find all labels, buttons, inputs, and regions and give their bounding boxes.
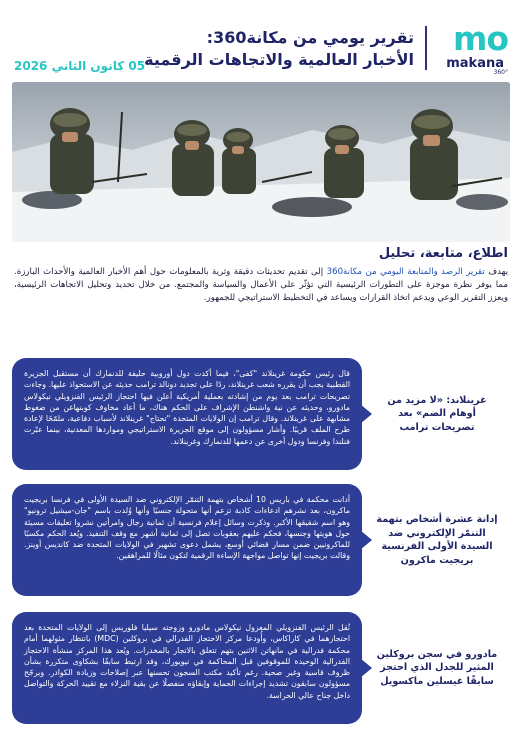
logo-wordmark: makana: [446, 56, 504, 71]
news-card-macron: [12, 484, 506, 596]
logo-mark: mo: [452, 19, 508, 58]
news-headline: مادورو في سجن بروكلين المثير للجدل الذي احتجز سابقًا غيسلين ماكسويل: [376, 648, 498, 687]
report-title-line2: الأخبار العالمية والاتجاهات الرقمية: [144, 50, 414, 69]
news-body: قال رئيس حكومة غرينلاند "كفى"، فيما أكدت دول أوروبية حليفة للدنمارك أن مستقبل الجزيرة القطبية يجب أن يقرره شعب غرينلاند، ردًا على تجديد دونالد ترامب حديثه عن الاستحواذ عليها. وجاءت تصريحات ترامب بعد يوم من إشادته بعملية أمريكية أعلن فيها احتجاز الرئيس الفنزويلي نيكولاس مادورو، وحديثه عن نية واشنطن الإشراف على الحكم هناك، ما أعاد مخاوف كوبنهاغن من ضغوط مشابهة على غرينلاند. وقال ترامب إن الولايات المتحدة "تحتاج" غرينلاند لأسباب دفاعية، ملمّحًا لإعادة طرح الملف قريبًا. وأشار مسؤولون إلى موقع الجزيرة الاستراتيجي ومواردها المعدنية، بينما عبّرت فنلندا وفرنسا ودول أخرى عن دعمها للدنمارك وغرينلاند.: [12, 358, 362, 470]
news-card-maduro: [12, 612, 506, 724]
tagline: اطلاع، متابعة، تحليل: [378, 246, 508, 261]
hero-photo-illustration: [12, 82, 510, 242]
logo-superscript: 360°: [493, 69, 508, 76]
news-headline: إدانة عشرة أشخاص بتهمة التنمّر الإلكتروني ضد السيدة الأولى الفرنسية بريجيت ماكرون: [376, 514, 498, 566]
intro-lead: يهدف: [488, 267, 508, 277]
news-body: أدانت محكمة في باريس 10 أشخاص بتهمة التنمّر الإلكتروني ضد السيدة الأولى في فرنسا بريجيت ماكرون، بعد نشرهم ادعاءات كاذبة تزعم أنها متحولة جنسيًا وأنها وُلدت باسم "جان-ميشيل ترونيو" وهو اسم شقيقها الأكبر. وذكرت وسائل إعلام فرنسية أن ثمانية رجال وامرأتين نشروا تعليقات مسيئة حول هويتها وجنسها، فحكم عليهم بعقوبات تصل إلى ثمانية أشهر مع وقف التنفيذ. ويُعد الحكم مكسبًا للماكرونيين ضمن مسار قضائي أوسع، يشمل دعوى تشهير في الولايات المتحدة ضد كانديس أوينز. وقالت بريجيت إنها تواصل مواجهة الإساءة الرقمية لتكون مثالًا للمراهقين.: [12, 484, 362, 596]
hero-photo: [12, 82, 510, 242]
news-card-greenland: [12, 358, 506, 470]
header-divider: [425, 26, 427, 70]
makana-logo[interactable]: [432, 19, 510, 76]
news-headline: غرينلاند: «لا مزيد من أوهام الضم» بعد تصريحات ترامب: [387, 394, 487, 433]
report-header: [0, 0, 522, 82]
intro-highlight: تقرير الرصد والمتابعة اليومي من مكانة360: [326, 267, 485, 277]
intro-paragraph: [14, 266, 508, 304]
news-body: نُقل الرئيس الفنزويلي المعزول نيكولاس مادورو وزوجته سيليا فلوريس إلى الولايات المتحدة بعد احتجازهما في كاراكاس، وأُودعا مركز الاحتجاز الفدرالي في بروكلين (MDC) بانتظار مثولهما أمام محكمة فدرالية في مانهاتن الاثنين بتهم تتعلق بالاتجار بالمخدرات. ويُعد هذا المركز منشأة الاحتجاز الفدرالية الوحيدة للموقوفين قبل المحاكمة في نيويورك، وقد ارتبط سابقًا بشكاوى متكررة بشأن ظروف قاسية وغير صحية. رغم تأكيد مكتب السجون تحسنها عبر إصلاحات وزيادة الكوادر. ويرجّح مسؤولون سابقون تشديد إجراءات الحماية وإبقاؤه منفصلًا عن بقية النزلاء مع تقييد الحركة والتواصل داخل جناح عالي الحراسة.: [12, 612, 362, 724]
report-date: 05 كانون الثاني 2026: [14, 59, 146, 73]
report-title-line1: تقرير يومي من مكانة360:: [206, 28, 414, 47]
intro-text: إلى تقديم تحديثات دقيقة وثرية بالمعلومات حول أهم الأخبار العالمية والأحداث البارزة. مما يوفر نظرة موجزة على التطورات الرئيسية التي تؤثّر على الأعمال والسياسة والمجتمع. من خلال تحديد وتحليل الاتجاهات الرئيسية، ويعزز التقرير الوعي ويدعم اتخاذ القرارات ويساعد في التخطيط الاستراتيجي للجمهور.: [14, 267, 508, 303]
